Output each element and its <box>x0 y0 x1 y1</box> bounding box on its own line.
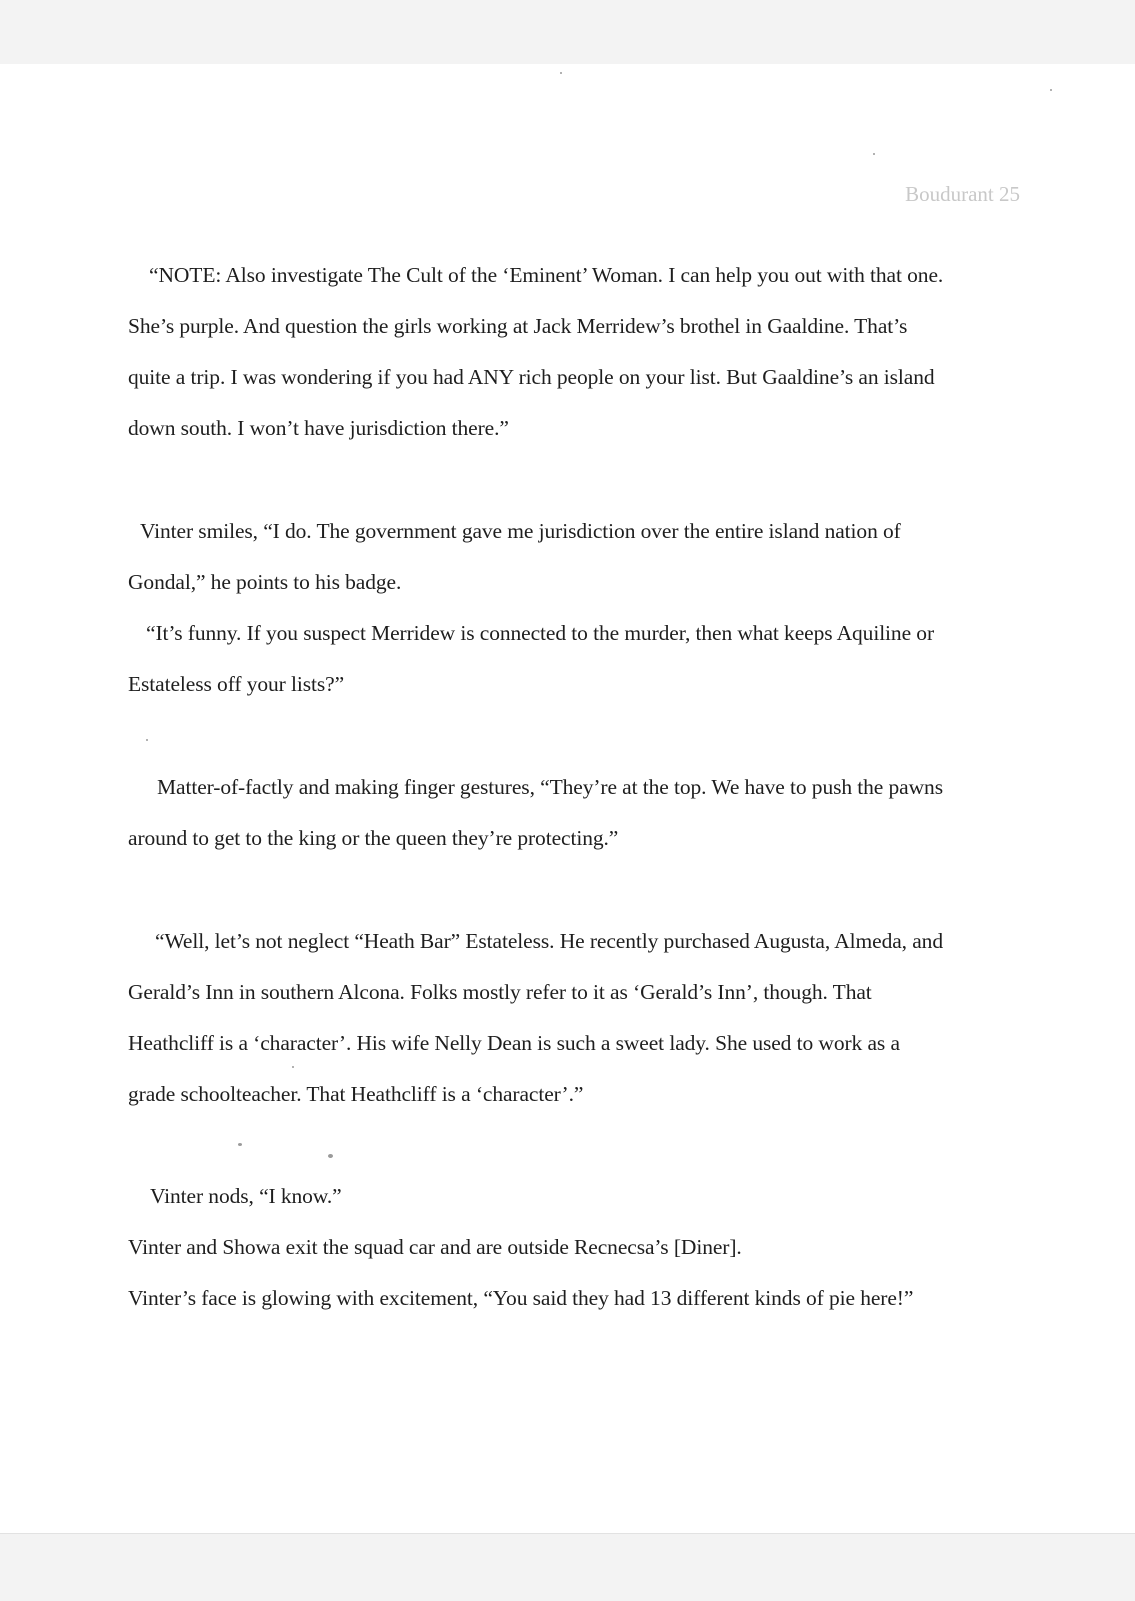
text-line: around to get to the king or the queen they’re protecting.” <box>128 826 619 850</box>
text-line: Vinter nods, “I know.” <box>150 1184 342 1208</box>
text-line: She’s purple. And question the girls working at Jack Merridew’s brothel in Gaaldine. That’s <box>128 314 908 338</box>
page-header: Boudurant 25 <box>905 182 1020 206</box>
scan-speck <box>873 153 875 155</box>
text-line: “NOTE: Also investigate The Cult of the ‘Eminent’ Woman. I can help you out with that one. <box>149 263 944 287</box>
text-line: Estateless off your lists?” <box>128 672 345 696</box>
text-line: Vinter and Showa exit the squad car and are outside Recnecsa’s [Diner]. <box>128 1235 742 1259</box>
text-line: quite a trip. I was wondering if you had ANY rich people on your list. But Gaaldine’s an island <box>128 365 935 389</box>
text-line: down south. I won’t have jurisdiction there.” <box>128 416 509 440</box>
text-line: grade schoolteacher. That Heathcliff is a ‘character’.” <box>128 1082 584 1106</box>
text-line: “Well, let’s not neglect “Heath Bar” Estateless. He recently purchased Augusta, Almeda, and <box>155 929 943 953</box>
scan-margin-top <box>0 0 1135 64</box>
scan-speck <box>328 1154 333 1158</box>
text-line: Matter-of-factly and making finger gestures, “They’re at the top. We have to push the pawns <box>157 775 943 799</box>
text-line: Vinter smiles, “I do. The government gave me jurisdiction over the entire island nation of <box>140 519 901 543</box>
text-line: Gerald’s Inn in southern Alcona. Folks mostly refer to it as ‘Gerald’s Inn’, though. That <box>128 980 872 1004</box>
scan-speck <box>146 739 148 741</box>
document-page <box>0 64 1135 1533</box>
text-line: Heathcliff is a ‘character’. His wife Nelly Dean is such a sweet lady. She used to work as a <box>128 1031 900 1055</box>
text-line: Gondal,” he points to his badge. <box>128 570 402 594</box>
scan-speck <box>292 1066 294 1068</box>
text-line: “It’s funny. If you suspect Merridew is connected to the murder, then what keeps Aquiline or <box>146 621 935 645</box>
scan-speck <box>560 72 562 74</box>
scan-speck <box>238 1143 242 1146</box>
scan-margin-bottom <box>0 1533 1135 1601</box>
text-line: Vinter’s face is glowing with excitement, “You said they had 13 different kinds of pie here!” <box>128 1286 914 1310</box>
scan-speck <box>1050 89 1052 91</box>
